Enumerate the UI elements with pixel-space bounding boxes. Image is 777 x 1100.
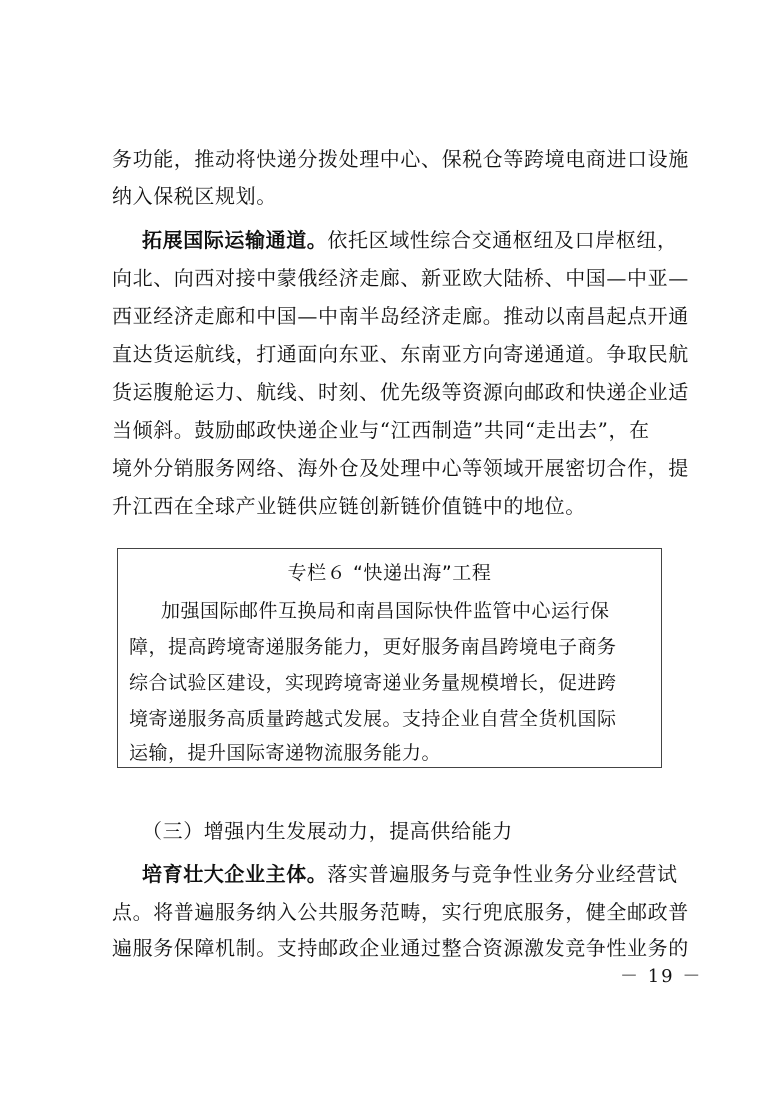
paragraph-line: 升江西在全球产业链供应链创新链价值链中的地位。 (112, 494, 586, 518)
column-box-line: 障，提高跨境寄递服务能力，更好服务南昌跨境电子商务 (129, 636, 617, 658)
paragraph-first-line (142, 858, 678, 890)
column-box-line: 综合试验区建设，实现跨境寄递业务量规模增长，促进跨 (129, 672, 617, 694)
paragraph-text: 落实普遍服务与竞争性业务分业经营试 (327, 862, 678, 886)
section-heading: （三）增强内生发展动力，提高供给能力 (142, 819, 513, 843)
paragraph-line: 向北、向西对接中蒙俄经济走廊、新亚欧大陆桥、中国—中亚— (112, 266, 689, 290)
paragraph-line: 点。将普遍服务纳入公共服务范畴，实行兜底服务，健全邮政普 (112, 900, 689, 924)
column-box-title: 专栏６ “快递出海”工程 (287, 562, 492, 584)
paragraph-text: 依托区域性综合交通枢纽及口岸枢纽， (327, 228, 678, 252)
paragraph-line: 直达货运航线，打通面向东亚、东南亚方向寄递通道。争取民航 (112, 342, 689, 366)
paragraph-first-line (142, 224, 678, 256)
paragraph-line: 西亚经济走廊和中国—中南半岛经济走廊。推动以南昌起点开通 (112, 304, 689, 328)
paragraph-line: 货运腹舱运力、航线、时刻、优先级等资源向邮政和快递企业适 (112, 380, 689, 404)
column-box-line: 境寄递服务高质量跨越式发展。支持企业自营全货机国际 (129, 708, 617, 730)
bold-lead-heading: 培育壮大企业主体。 (142, 862, 328, 886)
column-box (117, 548, 662, 768)
paragraph-line: 务功能，推动将快递分拨处理中心、保税仓等跨境电商进口设施 (112, 147, 689, 171)
column-box-line: 加强国际邮件互换局和南昌国际快件监管中心运行保 (161, 600, 610, 622)
bold-lead-heading: 拓展国际运输通道。 (142, 228, 328, 252)
page-number: － 19 － (620, 966, 703, 987)
paragraph-line: 纳入保税区规划。 (112, 184, 277, 208)
column-box-line: 运输，提升国际寄递物流服务能力。 (129, 742, 442, 764)
paragraph-line: 遍服务保障机制。支持邮政企业通过整合资源激发竞争性业务的 (112, 936, 689, 960)
paragraph-line: 境外分销服务网络、海外仓及处理中心等领域开展密切合作，提 (112, 456, 689, 480)
paragraph-line: 当倾斜。鼓励邮政快递企业与“江西制造”共同“走出去”，在 (112, 418, 650, 442)
